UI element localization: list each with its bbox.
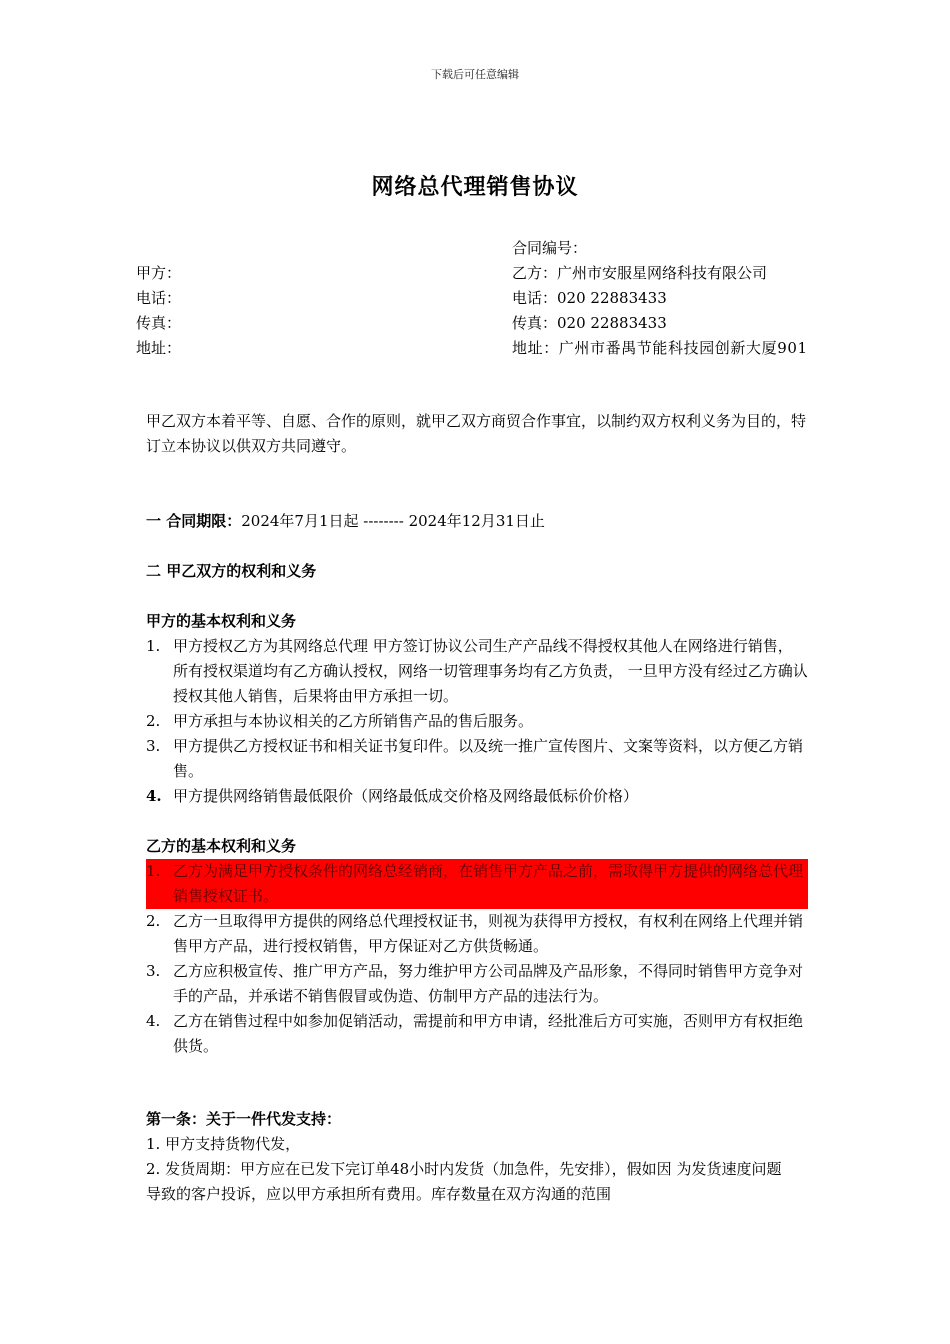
list-item bbox=[146, 734, 808, 784]
party-b-name: 乙方：广州市安服星网络科技有限公司 bbox=[512, 264, 768, 282]
article1-line1: 1. 甲方支持货物代发， bbox=[146, 1135, 301, 1153]
document-title: 网络总代理销售协议 bbox=[371, 174, 579, 200]
party-b-phone: 电话：020 22883433 bbox=[512, 289, 667, 307]
item-number: 2. bbox=[146, 712, 161, 730]
item-number: 3. bbox=[146, 962, 161, 980]
item-text: 甲方提供网络销售最低限价（网络最低成交价格及网络最低标价价格） bbox=[173, 787, 639, 805]
item-text: 乙方为满足甲方授权条件的网络总经销商，在销售甲方产品之前，需取得甲方提供的网络总代理销售授权证书。 bbox=[173, 862, 804, 905]
item-number: 3. bbox=[146, 737, 161, 755]
party-a-rights-list bbox=[146, 634, 808, 809]
section2-heading: 二 甲乙双方的权利和义务 bbox=[146, 562, 317, 580]
contract-no-label: 合同编号： bbox=[512, 239, 588, 257]
address-row bbox=[136, 336, 836, 386]
party-b-rights-list bbox=[146, 859, 808, 1059]
section1-text: 2024年7月1日起 -------- 2024年12月31日止 bbox=[241, 512, 545, 530]
phone-row bbox=[136, 286, 836, 311]
list-item bbox=[146, 909, 808, 959]
section1-heading: 一 合同期限： bbox=[146, 512, 242, 530]
list-item bbox=[146, 709, 808, 734]
party-a-fax-label: 传真： bbox=[136, 314, 182, 332]
intro-paragraph: 甲乙双方本着平等、自愿、合作的原则，就甲乙双方商贸合作事宜，以制约双方权利义务为目的，特订立本协议以供双方共同遵守。 bbox=[146, 412, 807, 455]
contract-no-row bbox=[136, 236, 836, 261]
item-text: 乙方一旦取得甲方提供的网络总代理授权证书，则视为获得甲方授权，有权利在网络上代理并销售甲方产品，进行授权销售，甲方保证对乙方供货畅通。 bbox=[173, 912, 804, 955]
fax-row bbox=[136, 311, 836, 336]
party-b-rights-heading: 乙方的基本权利和义务 bbox=[146, 837, 297, 855]
item-number: 2. bbox=[146, 912, 161, 930]
item-text: 甲方授权乙方为其网络总代理 甲方签订协议公司生产产品线不得授权其他人在网络进行销售， 所有授权渠道均有乙方确认授权，网络一切管理事务均有乙方负责， 一旦甲方没有经过乙方确认授权其他人销售，后果将由甲方承担一切。 bbox=[173, 637, 808, 705]
item-number: 1. bbox=[146, 859, 160, 884]
party-a-name-label: 甲方： bbox=[136, 264, 182, 282]
item-text: 乙方应积极宣传、推广甲方产品，努力维护甲方公司品牌及产品形象，不得同时销售甲方竞争对手的产品，并承诺不销售假冒或伪造、仿制甲方产品的违法行为。 bbox=[173, 962, 804, 1005]
party-b-fax: 传真：020 22883433 bbox=[512, 314, 667, 332]
item-number: 1. bbox=[146, 637, 161, 655]
item-number: 4. bbox=[146, 1012, 161, 1030]
item-text: 甲方承担与本协议相关的乙方所销售产品的售后服务。 bbox=[173, 712, 534, 730]
party-a-address-label: 地址： bbox=[136, 339, 182, 357]
party-a-phone-label: 电话： bbox=[136, 289, 182, 307]
list-item bbox=[146, 784, 808, 809]
party-b-address: 地址：广州市番禺节能科技园创新大厦901 bbox=[512, 339, 808, 357]
header-note: 下载后可任意编辑 bbox=[431, 68, 519, 81]
party-info-table bbox=[136, 236, 836, 386]
list-item bbox=[146, 634, 808, 709]
item-number: 4. bbox=[146, 787, 162, 805]
item-text: 甲方提供乙方授权证书和相关证书复印件。以及统一推广宣传图片、文案等资料，以方便乙方销售。 bbox=[173, 737, 804, 780]
party-a-rights-heading: 甲方的基本权利和义务 bbox=[146, 612, 297, 630]
article1-heading: 第一条：关于一件代发支持： bbox=[146, 1110, 342, 1128]
list-item-highlighted bbox=[146, 859, 808, 909]
article1-line2: 2. 发货周期：甲方应在已发下完订单48小时内发货（加急件，先安排），假如因 为发货速度问题导致的客户投诉，应以甲方承担所有费用。库存数量在双方沟通的范围 bbox=[146, 1160, 782, 1203]
item-text: 乙方在销售过程中如参加促销活动，需提前和甲方申请，经批准后方可实施，否则甲方有权拒绝供货。 bbox=[173, 1012, 804, 1055]
section1-line bbox=[146, 509, 545, 534]
party-name-row bbox=[136, 261, 836, 286]
list-item bbox=[146, 959, 808, 1009]
list-item bbox=[146, 1009, 808, 1059]
